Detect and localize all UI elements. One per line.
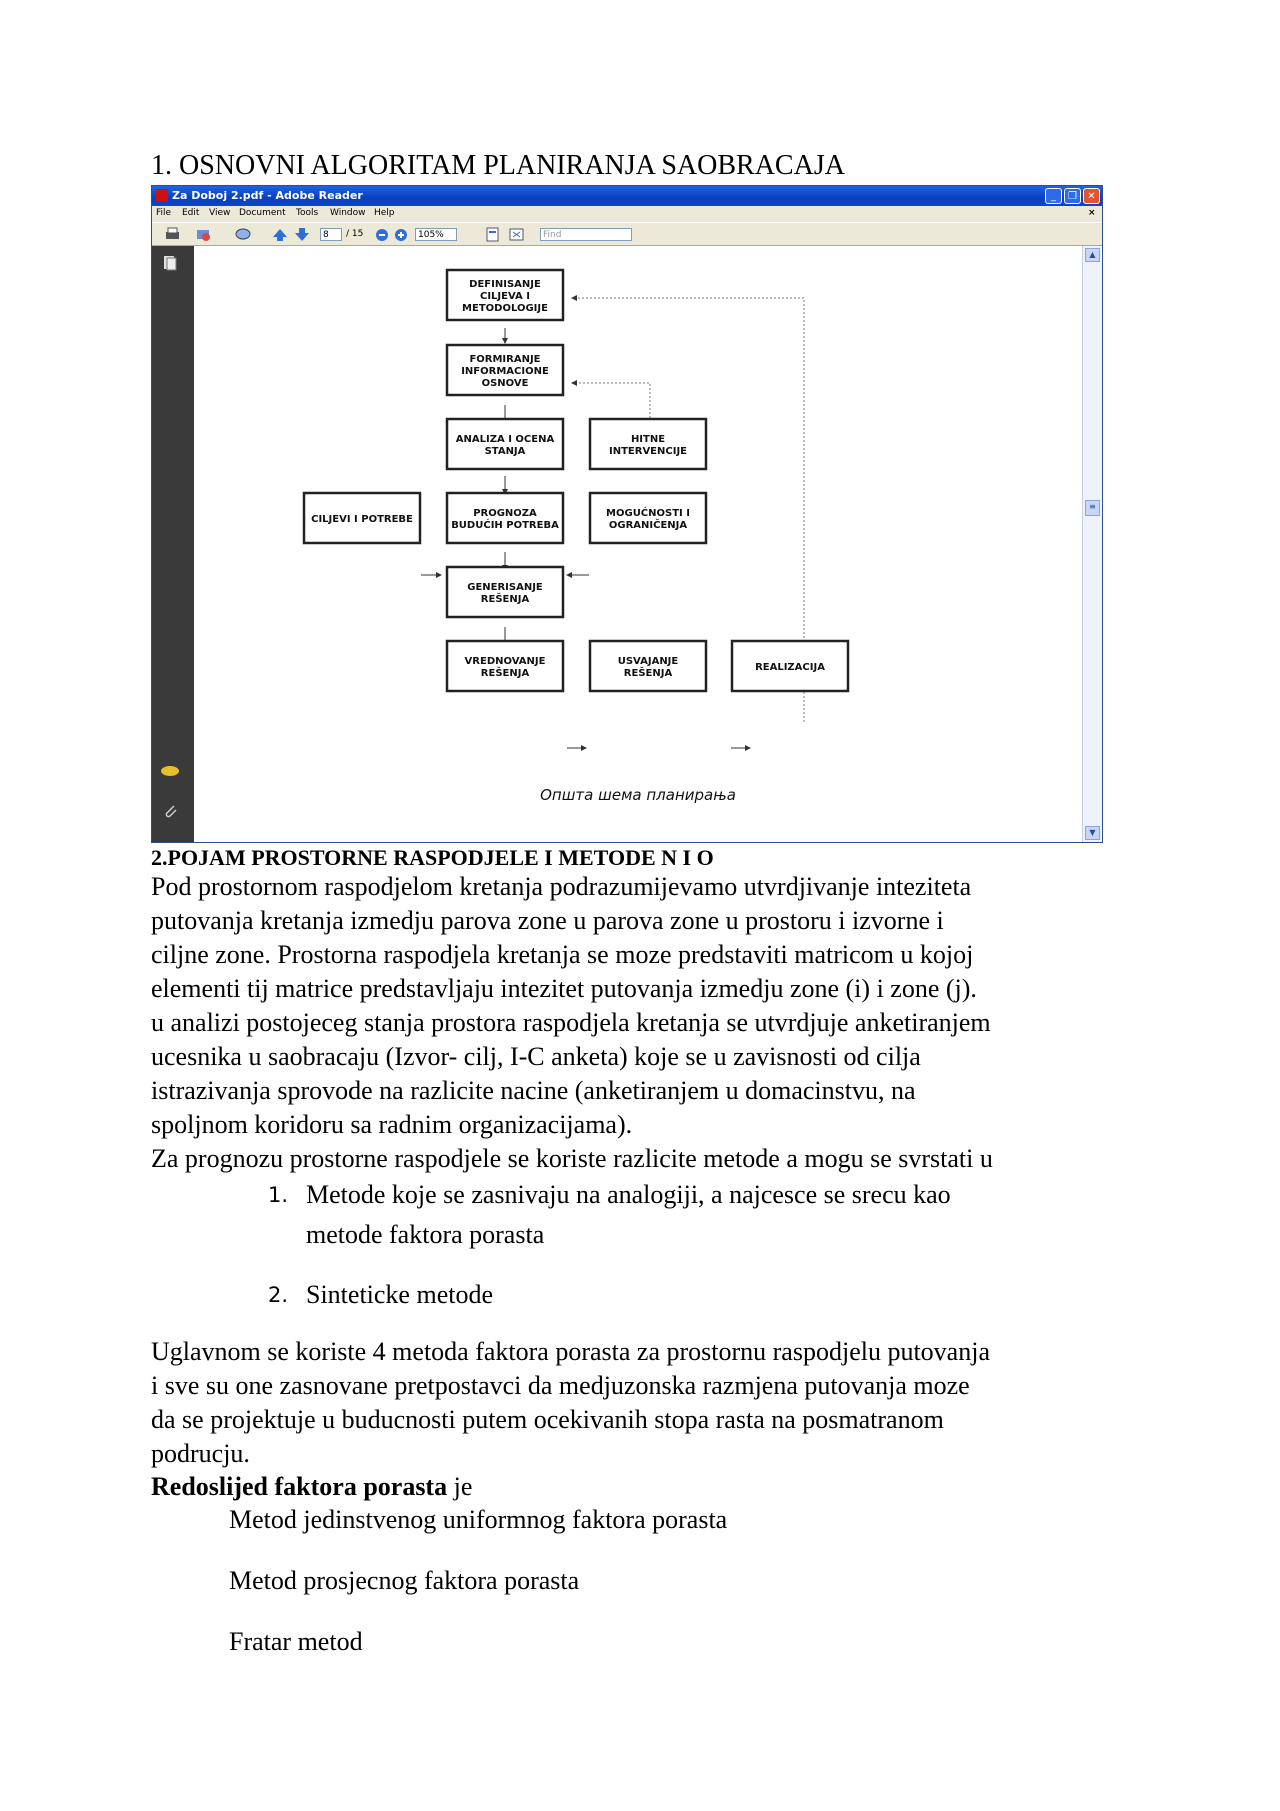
flowchart-label: REŠENJA	[623, 668, 673, 679]
flowchart-label: GENERISANJE	[467, 582, 543, 593]
flowchart-label: STANJA	[484, 446, 526, 457]
list-item	[268, 1275, 494, 1315]
reader-title: Za Doboj 2.pdf - Adobe Reader	[172, 189, 363, 202]
paragraph-line: podrucju.	[151, 1439, 250, 1468]
paragraph-line: i sve su one zasnovane pretpostavci da medjuzonska razmjena putovanja moze	[151, 1371, 970, 1400]
embedded-reader-screenshot	[151, 185, 1103, 843]
print-icon	[164, 227, 181, 242]
paragraph-line: ciljne zone. Prostorna raspodjela kretanja se moze predstaviti matricom u kojoj	[151, 940, 974, 969]
paragraph-line: u analizi postojeceg stanja prostora raspodjela kretanja se utvrdjuje anketiranjem	[151, 1008, 991, 1037]
scroll-down-icon: ▼	[1085, 826, 1100, 840]
flowchart-label: OSNOVE	[481, 378, 529, 389]
paragraph-prostorna-raspodjela	[151, 870, 1151, 1176]
diagram-caption: Општа шема планирања	[540, 786, 736, 804]
redoslijed-rest: je	[447, 1472, 473, 1501]
comments-panel-icon	[160, 764, 180, 778]
method-item: Metod prosjecnog faktora porasta	[229, 1566, 580, 1595]
menu-help: Help	[374, 208, 395, 218]
flowchart-label: METODOLOGIJE	[462, 303, 548, 314]
method-item: Fratar metod	[229, 1627, 363, 1656]
paragraph-line: da se projektuje u buducnosti putem ocekivanih stopa rasta na posmatranom	[151, 1405, 944, 1434]
flowchart-label: ANALIZA I OCENA	[455, 434, 555, 445]
next-page-icon	[294, 227, 311, 242]
flowchart-label: VREDNOVANJE	[464, 656, 546, 667]
paragraph-line: spoljnom koridoru sa radnim organizacijama).	[151, 1110, 633, 1139]
menu-view: View	[209, 208, 231, 218]
find-field: Find	[540, 228, 632, 241]
paragraph-line: ucesnika u saobracaju (Izvor- cilj, I-C anketa) koje se u zavisnosti od cilja	[151, 1042, 921, 1071]
list-number: 2.	[268, 1283, 289, 1307]
menu-document: Document	[239, 208, 286, 218]
menu-tools: Tools	[296, 208, 319, 218]
flowchart-label: REALIZACIJA	[755, 662, 825, 673]
email-icon	[195, 227, 212, 242]
paragraph-line: istrazivanja sprovode na razlicite nacine (anketiranjem u domacinstvu, na	[151, 1076, 916, 1105]
zoom-field: 105%	[415, 228, 457, 241]
vertical-scrollbar	[1082, 246, 1102, 843]
flowchart-label: FORMIRANJE	[469, 354, 541, 365]
paragraph-line: Uglavnom se koriste 4 metoda faktora porasta za prostornu raspodjelu putovanja	[151, 1337, 990, 1366]
list-item-line: Metode koje se zasnivaju na analogiji, a najcesce se srecu kao	[306, 1180, 951, 1209]
scroll-thumb: ≡	[1085, 500, 1100, 516]
redoslijed-line	[151, 1470, 1151, 1504]
comment-icon	[235, 227, 252, 242]
paragraph-line: Pod prostornom raspodjelom kretanja podrazumijevamo utvrdjivanje inteziteta	[151, 872, 972, 901]
redoslijed-bold: Redoslijed faktora porasta	[151, 1472, 448, 1501]
menu-edit: Edit	[182, 208, 200, 218]
pdf-icon	[156, 189, 168, 202]
list-number: 1.	[268, 1183, 289, 1207]
page-number-field: 8	[320, 228, 342, 241]
planning-flowchart	[194, 246, 1082, 843]
minimize-icon: _	[1045, 188, 1062, 204]
paragraph-faktori-porasta	[151, 1335, 1151, 1471]
fullscreen-icon	[508, 227, 525, 242]
paragraph-line: putovanja kretanja izmedju parova zone u parova zone u prostoru i izvorne i	[151, 906, 944, 935]
method-item: Metod jedinstvenog uniformnog faktora porasta	[229, 1505, 728, 1534]
flowchart-label: REŠENJA	[480, 594, 530, 605]
list-item-line: metode faktora porasta	[306, 1220, 545, 1249]
menu-file: File	[156, 208, 172, 218]
page-total: / 15	[346, 229, 364, 239]
reader-menubar	[152, 206, 1102, 222]
reader-titlebar	[152, 186, 1102, 206]
flowchart-label: REŠENJA	[480, 668, 530, 679]
menu-window: Window	[330, 208, 366, 218]
reader-toolbar	[152, 222, 1102, 246]
flowchart-label: INTERVENCIJE	[609, 446, 687, 457]
paragraph-line: Za prognozu prostorne raspodjele se koriste razlicite metode a mogu se svrstati u	[151, 1144, 993, 1173]
attachments-icon	[161, 802, 179, 820]
reader-sidebar	[152, 246, 194, 843]
fit-width-icon	[484, 227, 501, 242]
pages-icon	[162, 254, 178, 272]
paragraph-line: elementi tij matrice predstavljaju intezitet putovanja izmedju zone (i) i zone (j).	[151, 974, 977, 1003]
list-item-line: Sinteticke metode	[306, 1280, 494, 1309]
flowchart-label: OGRANIČENJA	[608, 520, 688, 531]
flowchart-label: CILJEVA I	[480, 291, 530, 302]
zoom-out-icon	[374, 227, 391, 242]
flowchart-label: HITNE	[630, 434, 666, 445]
heading-osnovni-algoritam: 1. OSNOVNI ALGORITAM PLANIRANJA SAOBRACAJA	[151, 150, 845, 181]
pdf-page-area	[194, 246, 1082, 843]
flowchart-label: MOGUĆNOSTI I	[606, 508, 690, 519]
flowchart-label: INFORMACIONE	[461, 366, 549, 377]
flowchart-label: BUDUĆIH POTREBA	[451, 520, 559, 531]
scroll-up-icon: ▲	[1085, 248, 1100, 262]
close-icon: ✕	[1083, 188, 1100, 204]
flowchart-label: CILJEVI I POTREBE	[311, 514, 413, 525]
prev-page-icon	[272, 227, 289, 242]
zoom-in-icon	[393, 227, 410, 242]
flowchart-label: USVAJANJE	[617, 656, 679, 667]
flowchart-label: PROGNOZA	[473, 508, 537, 519]
heading-pojam-prostorne-raspodjele: 2.POJAM PROSTORNE RASPODJELE I METODE N I O	[151, 845, 714, 870]
list-item	[268, 1175, 951, 1255]
restore-icon: ❐	[1064, 188, 1081, 204]
flowchart-label: DEFINISANJE	[469, 279, 541, 290]
close-doc-icon: ×	[1088, 208, 1096, 218]
